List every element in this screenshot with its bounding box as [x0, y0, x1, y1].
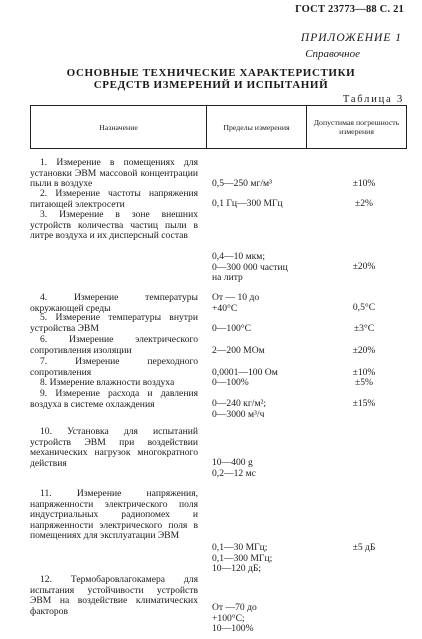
- table-header: [30, 105, 407, 149]
- column-header-error: Допустимая погрешность измерения: [307, 106, 407, 149]
- row-7-error: ±10%: [352, 367, 376, 378]
- header-rule: [30, 148, 406, 149]
- row-2-error: ±2%: [354, 198, 374, 209]
- row-12-range: От —70 до +100°С; 10—100%: [212, 602, 257, 634]
- row-5-error: ±3°С: [353, 323, 375, 334]
- row-8-purpose: 8. Измерение влажности воздуха: [40, 377, 175, 388]
- page-title-line-2: СРЕДСТВ ИЗМЕРЕНИЙ И ИСПЫТАНИЙ: [93, 79, 329, 91]
- row-1-range: 0,5—250 мг/м³: [212, 178, 272, 189]
- row-9-range: 0—240 кг/м²; 0—3000 м³/ч: [212, 398, 267, 420]
- appendix-note: Справочное: [305, 48, 360, 60]
- row-3-range: 0,4—10 мкм; 0—300 000 частиц на литр: [212, 251, 288, 283]
- row-4-range: От — 10 до +40°С: [212, 292, 260, 314]
- row-6-error: ±20%: [352, 345, 376, 356]
- row-4-error: 0,5°С: [352, 302, 376, 313]
- row-9-error: ±15%: [352, 398, 376, 409]
- row-7-range: 0,0001—100 Ом: [212, 367, 278, 378]
- column-header-purpose: Назначение: [31, 106, 207, 149]
- table-label: Таблица 3: [342, 94, 404, 105]
- row-4-purpose: 4. Измерение температуры окружающей среды: [30, 292, 198, 314]
- row-6-purpose: 6. Измерение электрического сопротивления изоляции: [30, 334, 198, 356]
- row-3-error: ±20%: [352, 261, 376, 272]
- row-10-purpose: 10. Установка для испытаний устройств ЭВМ при воздействии механических нагрузок многократного действия: [30, 426, 198, 469]
- document-header: ГОСТ 23773—88 С. 21: [295, 4, 404, 15]
- page-title-line-1: ОСНОВНЫЕ ТЕХНИЧЕСКИЕ ХАРАКТЕРИСТИКИ: [66, 67, 356, 79]
- row-7-purpose: 7. Измерение переходного сопротивления: [30, 356, 198, 378]
- row-6-range: 2—200 МОм: [212, 345, 265, 356]
- row-10-range: 10—400 g 0,2—12 мс: [212, 457, 256, 479]
- row-11-range: 0,1—30 МГц; 0,1—300 МГц; 10—120 дБ;: [212, 542, 273, 574]
- row-11-error: ±5 дБ: [352, 542, 376, 553]
- row-8-range: 0—100%: [212, 377, 249, 388]
- column-header-range: Пределы измерения: [207, 106, 307, 149]
- row-8-error: ±5%: [354, 377, 374, 388]
- row-3-purpose: 3. Измерение в зоне внешних устройств количества частиц пыли в литре воздуха и их дисперсный состав: [30, 209, 198, 241]
- row-1-purpose: 1. Измерение в помещениях для установки ЭВМ массовой концентрации пыли в воздухе: [30, 157, 198, 189]
- row-11-purpose: 11. Измерение напряжения, напряженности электрического поля индустриальных радиопомех и напряженности электрического поля в помещениях для эксплуатации ЭВМ: [30, 488, 198, 541]
- row-12-purpose: 12. Термобаровлагокамера для испытания устойчивости устройств ЭВМ на воздействие климатических факторов: [30, 574, 198, 617]
- row-2-purpose: 2. Измерение частоты напряжения питающей электросети: [30, 188, 198, 210]
- appendix-label: ПРИЛОЖЕНИЕ 1: [300, 32, 402, 44]
- row-2-range: 0,1 Гц—300 МГц: [212, 198, 283, 209]
- row-5-range: 0—100°С: [212, 323, 252, 334]
- row-1-error: ±10%: [352, 178, 376, 189]
- row-9-purpose: 9. Измерение расхода и давления воздуха в системе охлаждения: [30, 388, 198, 410]
- row-5-purpose: 5. Измерение температуры внутри устройства ЭВМ: [30, 312, 198, 334]
